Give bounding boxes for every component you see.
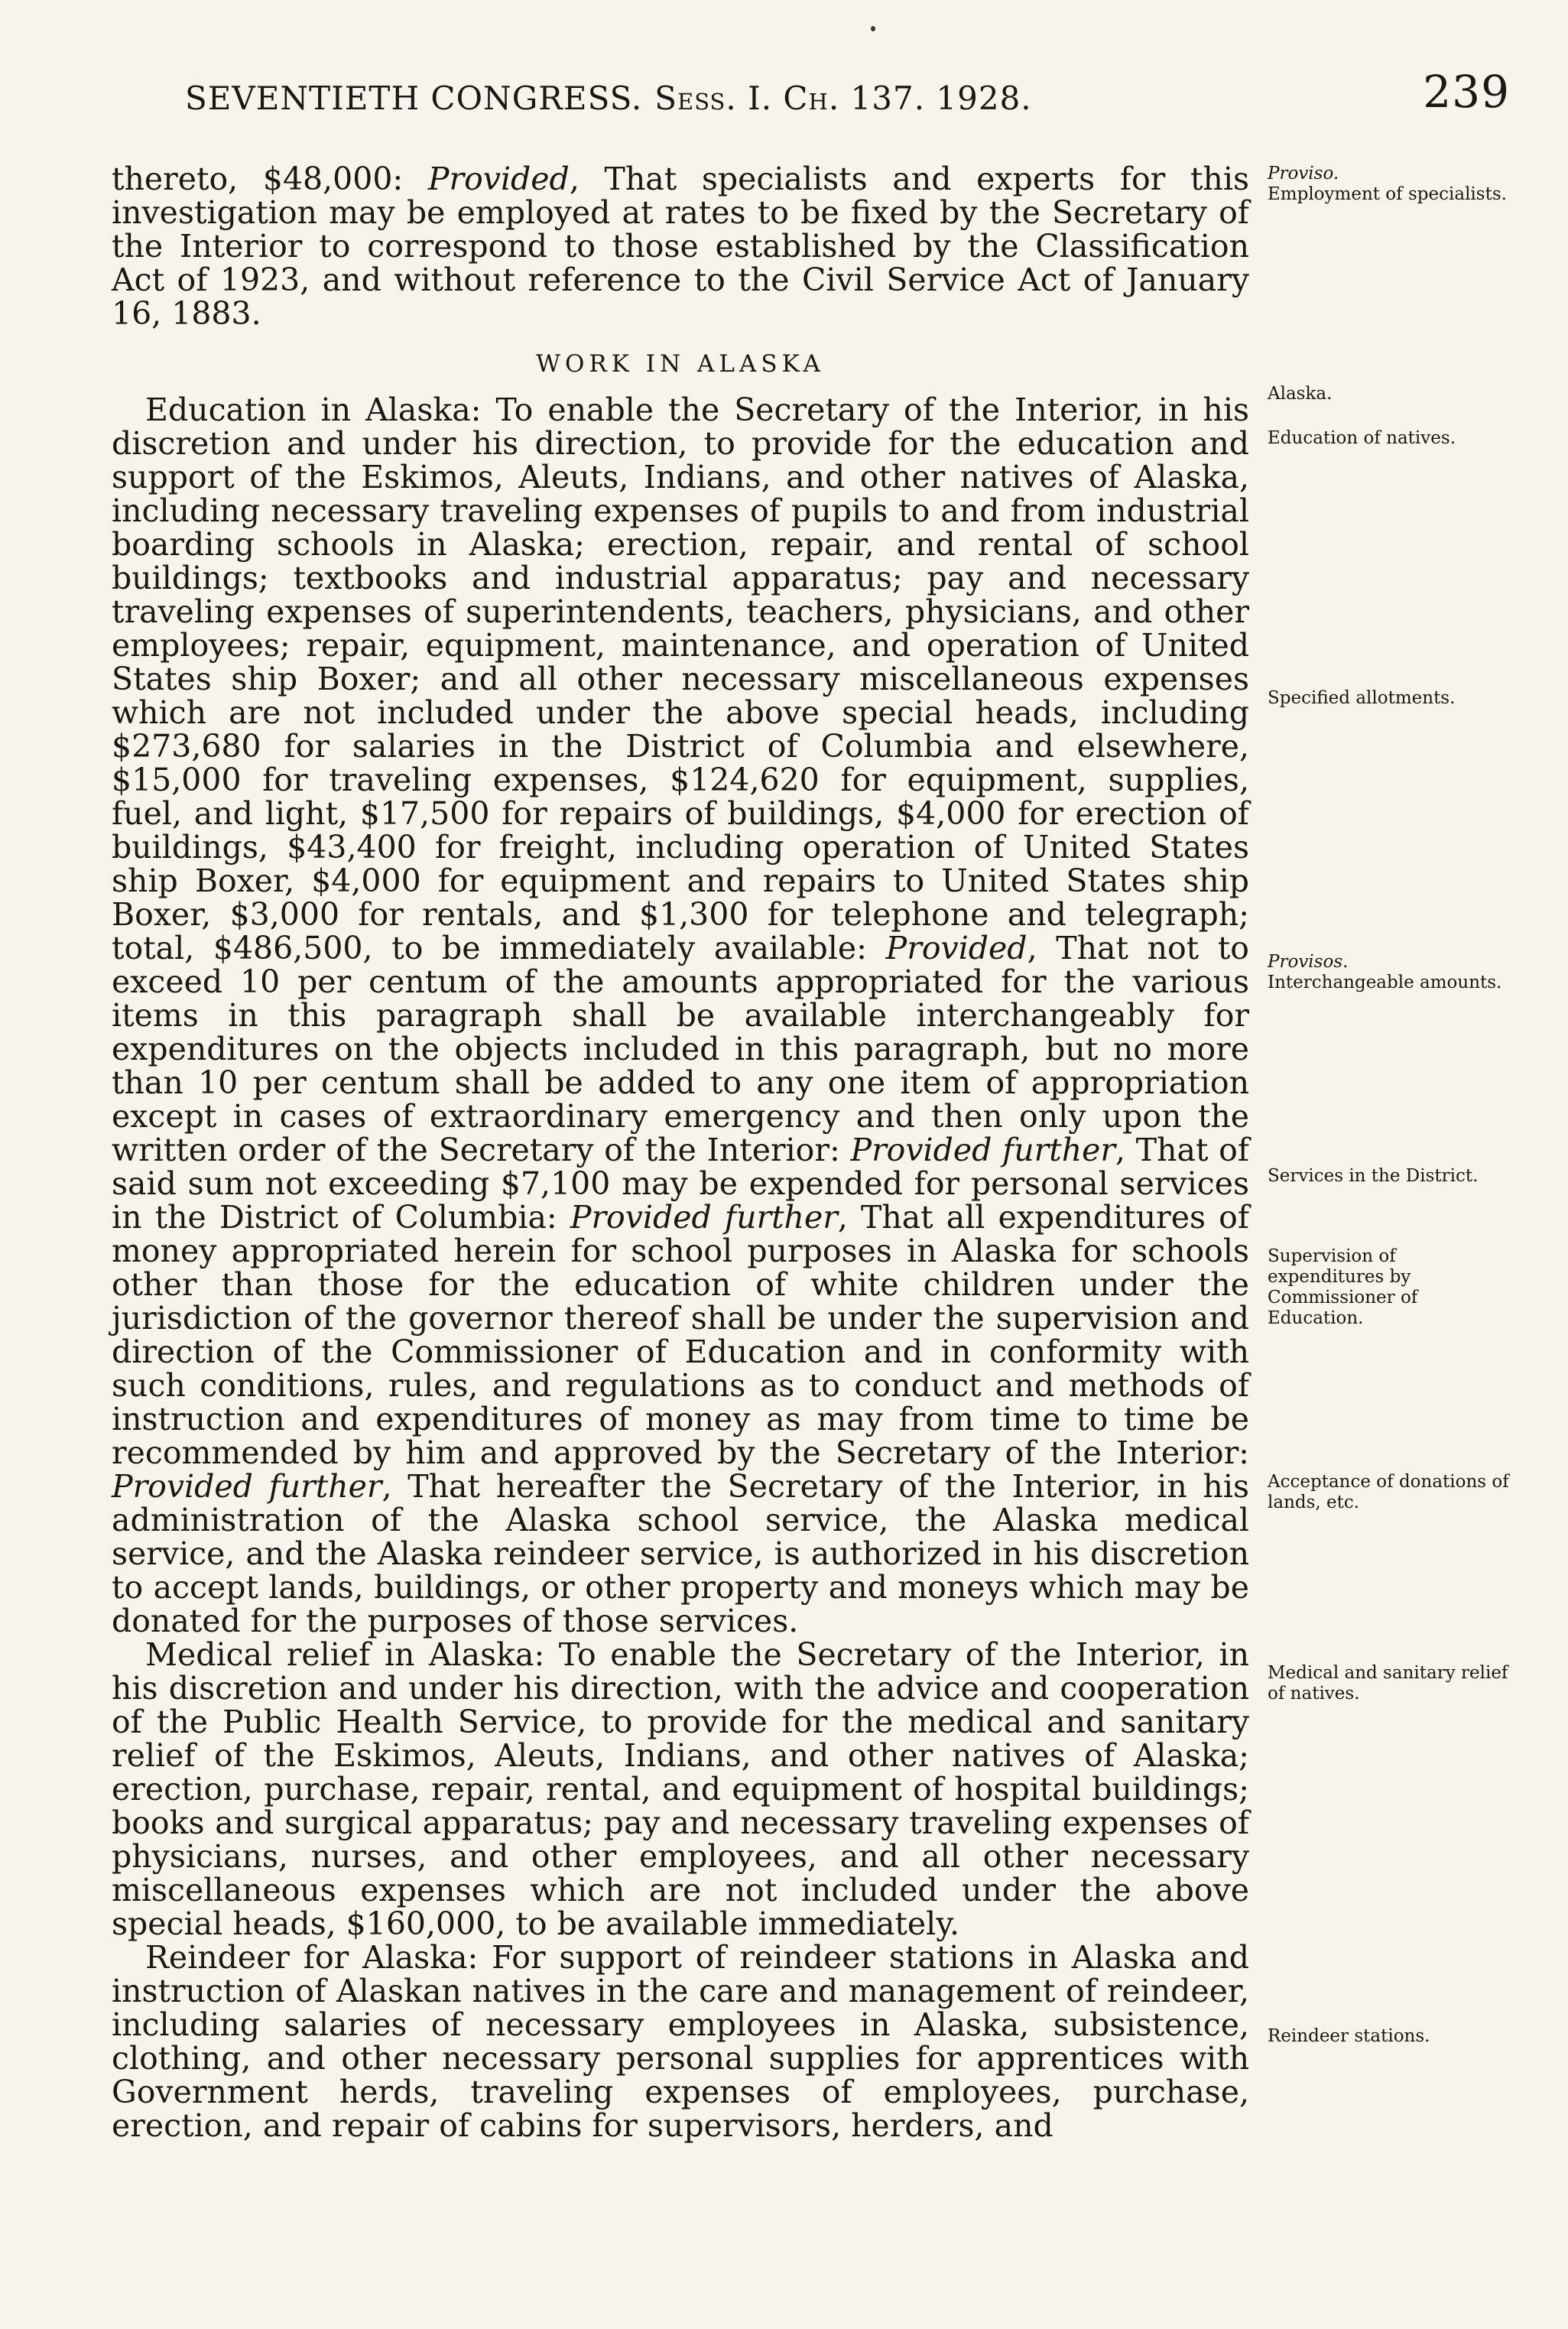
paragraph-reindeer-for-alaska: Reindeer for Alaska: For support of reindeer stations in Alaska and instruction of Alaskan natives in the care and management of reindeer, including salaries of necessary employees in Alaska, subsistence, clothing, and other necessary personal supplies for apprentices with Government herds, traveling expenses of employees, purchase, erection, and repair of cabins for supervisors, herders, and: [112, 1939, 1249, 2144]
page-number: 239: [1423, 66, 1510, 118]
paragraph-education-in-alaska: Education in Alaska: To enable the Secretary of the Interior, in his discretion and under his direction, to provide for the education and support of the Eskimos, Aleuts, Indians, and other natives of Alaska, including necessary traveling expenses of pupils to and from industrial boarding schools in Alaska; erection, repair, and rental of school buildings; textbooks and industrial apparatus; pay and necessary traveling expenses of superintendents, teachers, physicians, and other employees; repair, equipment, maintenance, and operation of United States ship Boxer; and all other necessary miscellaneous expenses which are not included under the above special heads, including $273,680 for salaries in the District of Columbia and elsewhere, $15,000 for traveling expenses, $124,620 for equipment, supplies, fuel, and light, $17,500 for repairs of buildings, $4,000 for erection of buildings, $43,400 for freight, including operation of United States ship Boxer, $4,000 for equipment and repairs to United States ship Boxer, $3,000 for rentals, and $1,300 for telephone and telegraph; total, $486,500, to be immediately available: Provided, That not to exceed 10 per centum of the amounts appropriated for the various items in this paragraph shall be available interchangeably for expenditures on the objects included in this paragraph, but no more than 10 per centum shall be added to any one item of appropriation except in cases of extraordinary emergency and then only upon the written order of the Secretary of the Interior: Provided further, That of said sum not exceeding $7,100 may be expended for personal services in the District of Columbia: Provided further, That all expenditures of money appropriated herein for school purposes in Alaska for schools other than those for the education of white children under the jurisdiction of the governor thereof shall be under the supervision and direction of the Commissioner of Education and in conformity with such conditions, rules, and regulations as to conduct and methods of instruction and expenditures of money as may from time to time be recommended by him and approved by the Secretary of the Interior: Provided further, That hereafter the Secretary of the Interior, in his administration of the Alaska school service, the Alaska medical service, and the Alaska reindeer service, is authorized in his discretion to accept lands, buildings, or other property and moneys which may be donated for the purposes of those services.: [112, 391, 1250, 1639]
margin-note-alaska: Alaska.: [1268, 384, 1333, 404]
paragraph-proviso-specialists: thereto, $48,000: Provided, That specialists and experts for this investigation may be employed at rates to be fixed by the Secretary of the Interior to correspond to those established by the Classification Act of 1923, and without reference to the Civil Service Act of January 16, 1883.: [112, 161, 1249, 332]
section-heading-work-in-alaska: WORK IN ALASKA: [536, 350, 825, 378]
margin-note-medical-sanitary-relief: Medical and sanitary relief of natives.: [1268, 1663, 1508, 1704]
session-chapter-year: Sess. I. Ch. 137. 1928.: [654, 80, 1032, 117]
margin-note-proviso-employment: Proviso. Employment of specialists.: [1268, 164, 1507, 204]
paragraph-medical-relief-in-alaska: Medical relief in Alaska: To enable the Secretary of the Interior, in his discretion and under his direction, with the advice and cooperation of the Public Health Service, to provide for the medical and sanitary relief of the Eskimos, Aleuts, Indians, and other natives of Alaska; erection, purchase, repair, rental, and equipment of hospital buildings; books and surgical apparatus; pay and necessary traveling expenses of physicians, nurses, and other employees, and all other necessary miscellaneous expenses which are not included under the above special heads, $160,000, to be available immediately.: [112, 1636, 1249, 1942]
margin-note-education-of-natives: Education of natives.: [1268, 428, 1456, 448]
margin-note-reindeer-stations: Reindeer stations.: [1268, 2026, 1430, 2046]
margin-note-supervision-commissioner: Supervision of expenditures by Commissioner of Education.: [1268, 1246, 1418, 1328]
margin-note-acceptance-donations: Acceptance of donations of lands, etc.: [1268, 1472, 1509, 1512]
margin-note-services-in-district: Services in the District.: [1268, 1166, 1479, 1186]
congress-title: SEVENTIETH CONGRESS.: [185, 80, 643, 117]
scan-artifact-dot: [871, 26, 875, 31]
margin-note-specified-allotments: Specified allotments.: [1268, 688, 1456, 708]
margin-note-provisos-interchangeable: Provisos. Interchangeable amounts.: [1268, 952, 1502, 992]
statute-text-column: [112, 162, 1249, 2142]
running-head: [185, 80, 1032, 117]
